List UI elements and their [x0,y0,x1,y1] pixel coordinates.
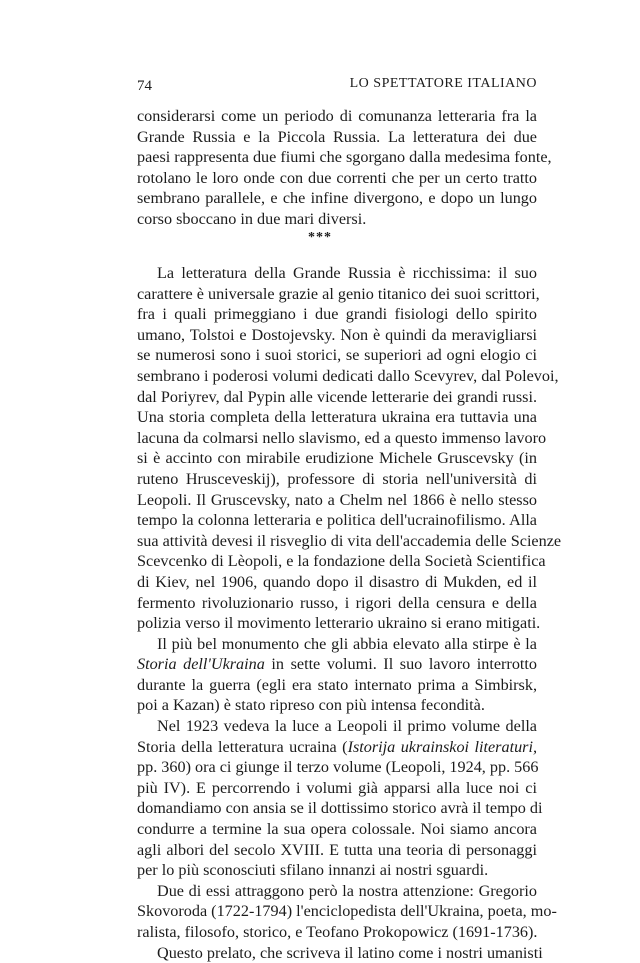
text-line: Nel 1923 vedeva la luce a Leopoli il primo volume della [157,717,537,736]
section-separator: *** [308,230,332,245]
text-line: Leopoli. Il Gruscevsky, nato a Chelm nel 1866 è nello stesso [137,490,537,509]
text-line: ruteno Hrusceveskij), professore di storia nell'università di [137,469,537,488]
text-line: Il più bel monumento che gli abbia elevato alla stirpe è la [157,634,537,653]
text-line: sua attività devesi il risveglio di vita dell'accademia delle Scienze [137,531,562,550]
text-line: paesi rappresenta due fiumi che sgorgano dalla medesima fonte, [137,148,552,167]
text-line: Due di essi attraggono però la nostra attenzione: Gregorio [157,881,537,900]
book-title: Istorija ukrainskoi literaturi, [347,737,538,756]
paragraph-continuation [137,106,552,230]
text-line: La letteratura della Grande Russia è ricchissima: il suo [157,264,537,282]
text-line: condurre a termine la sua opera colossale. Noi siamo ancora [137,820,537,839]
text-line: carattere è universale grazie al genio titanico dei suoi scrittori, [137,284,540,303]
text-line: durante la guerra (egli era stato internato prima a Simbirsk, [137,675,537,694]
text-line: per lo più sconosciuti sfilano innanzi ai nostri sguardi. [137,861,489,880]
text-line: considerarsi come un periodo di comunanza letteraria fra la [137,107,537,125]
text-line: fra i quali primeggiano i due grandi fisiologi dello spirito [137,305,537,324]
text-line: Skovoroda (1722-1794) l'enciclopedista dell'Ukraina, poeta, mo- [137,902,557,921]
book-title: Storia dell'Ukraina [137,655,265,674]
text-line: di Kiev, nel 1906, quando dopo il disastro di Mukden, ed il [137,572,537,591]
text-line: umano, Tolstoi e Dostojevsky. Non è quindi da meravigliarsi [137,325,537,344]
text-line: corso sboccano in due mari diversi. [137,209,367,228]
text-line: polizia verso il movimento letterario ukraino si erano mitigati. [137,614,541,633]
text-line: Questo prelato, che scriveva il latino come i nostri umanisti [157,943,543,962]
text-line: Scevcenko di Lèopoli, e la fondazione della Società Scientifica [137,552,546,571]
text-line: fermento rivoluzionario russo, i rigori della censura e della [137,593,537,612]
text-line: sembrano parallele, e che infine divergono, e dopo un lungo [137,189,537,208]
text-line: poi a Kazan) è stato ripreso con più intensa fecondità. [137,696,485,715]
text-fragment: Storia della letteratura ucraina ( [137,737,348,756]
text-line: pp. 360) ora ci giunge il terzo volume (Leopoli, 1924, pp. 566 [137,758,539,777]
text-line: ralista, filosofo, storico, e Teofano Prokopowicz (1691-1736). [137,923,538,941]
text-line: dal Poriyrev, dal Pypin alle vicende letterarie dei grandi russi. [137,387,537,406]
text-line: se numerosi sono i suoi storici, se superiori ad ogni elogio ci [137,346,537,365]
text-line: lacuna da colmarsi nello slavismo, ed a questo immenso lavoro [137,428,547,447]
text-line [137,737,537,758]
body-text [137,263,562,963]
text-line [137,654,537,675]
text-line: Una storia completa della letteratura ukraina era tuttavia una [137,408,537,427]
page-number: 74 [137,78,152,94]
text-line: Grande Russia e la Piccola Russia. La letteratura dei due [137,127,537,146]
running-head: LO SPETTATORE ITALIANO [349,76,537,91]
text-line: domandiamo con ansia se il dottissimo storico avrà il tempo di [137,799,543,818]
text-line: sembrano i poderosi volumi dedicati dallo Scevyrev, dal Polevoi, [137,366,559,385]
text-line: agli albori del secolo XVIII. E tutta una teoria di personaggi [137,840,537,859]
text-line: più IV). E percorrendo i volumi già apparsi alla luce noi ci [137,778,537,797]
text-line: tempo la colonna letteraria e politica dell'ucrainofilismo. Alla [137,511,537,530]
text-line: rotolano le loro onde con due correnti che per un certo tratto [137,168,537,187]
text-fragment: in sette volumi. Il suo lavoro interrotto [264,655,537,674]
text-line: si è accinto con mirabile erudizione Michele Gruscevsky (in [137,449,537,468]
